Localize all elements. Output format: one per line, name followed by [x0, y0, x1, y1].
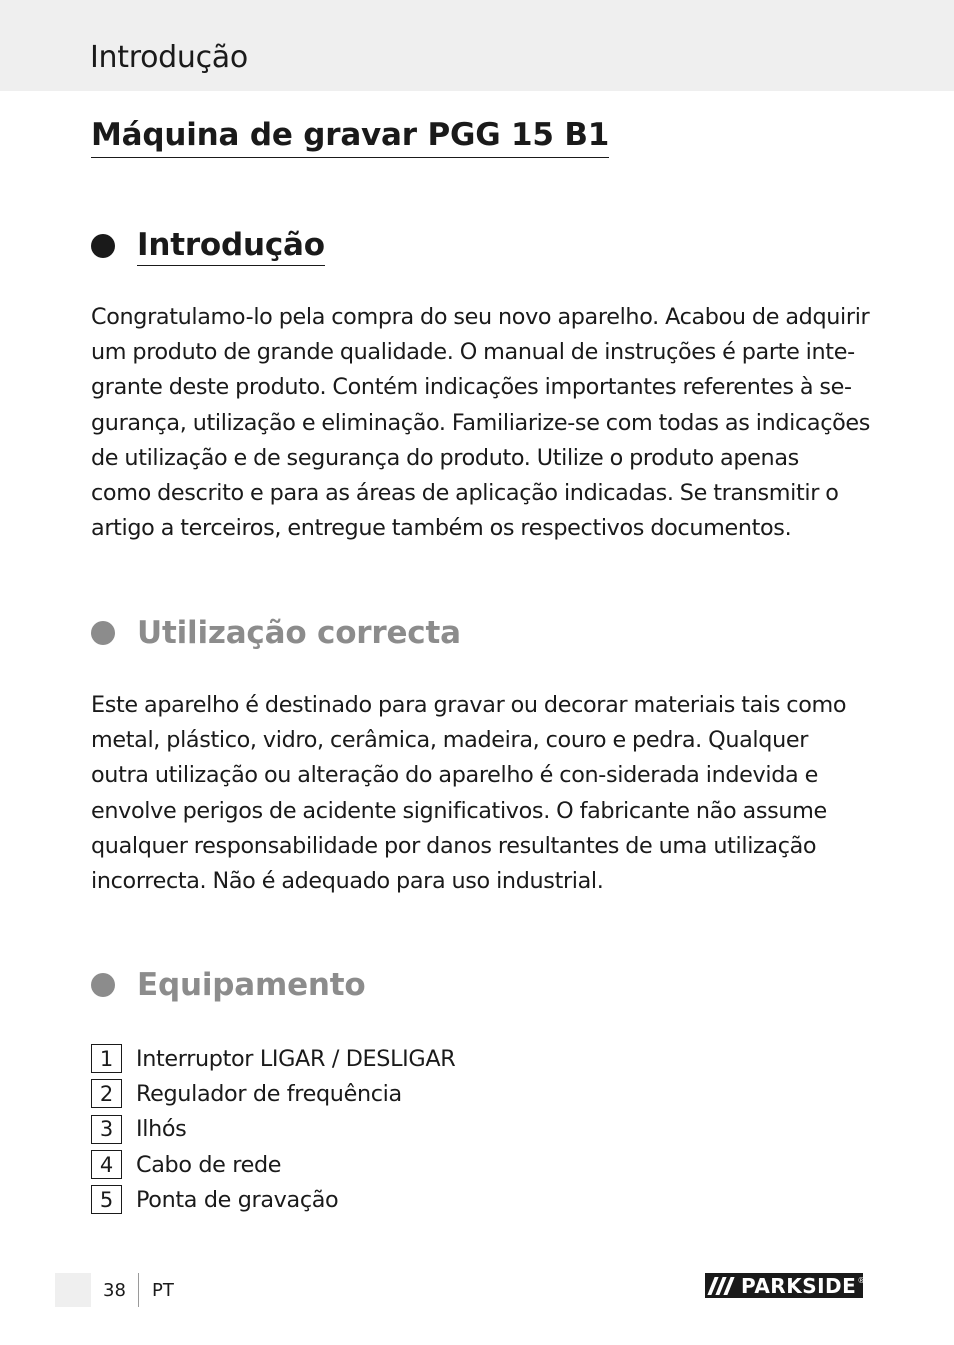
page-header-title: Introdução [90, 40, 248, 75]
section-heading-utilizacao [91, 611, 461, 655]
text-line: outra utilização ou alteração do aparelho é con-siderada indevida e [91, 762, 818, 789]
footer-tab-box [55, 1273, 91, 1307]
usage-paragraph [91, 688, 881, 899]
footer-divider [138, 1273, 139, 1307]
filled-circle-bullet-icon [91, 234, 115, 258]
text-line: de utilização e de segurança do produto. Utilize o produto apenas [91, 444, 799, 471]
equipment-label: Ponta de gravação [136, 1186, 339, 1213]
text-line: artigo a terceiros, entregue também os respectivos documentos. [91, 515, 792, 542]
language-code: PT [152, 1280, 174, 1301]
equipment-item [91, 1112, 455, 1147]
slash-stripes-icon [711, 1277, 735, 1295]
text-line: Congratulamo-lo pela compra do seu novo aparelho. Acabou de adquirir [91, 304, 870, 330]
grey-circle-bullet-icon [91, 621, 115, 645]
section-title: Utilização correcta [137, 615, 461, 651]
brand-name: PARKSIDE [741, 1273, 857, 1298]
equipment-label: Ilhós [136, 1116, 187, 1143]
equipment-number-box: 1 [91, 1044, 122, 1073]
text-line: gurança, utilização e eliminação. Familiarize-se com todas as indicações [91, 409, 871, 436]
equipment-item [91, 1182, 455, 1217]
equipment-item [91, 1147, 455, 1182]
equipment-label: Regulador de frequência [136, 1080, 402, 1107]
parkside-logo [705, 1273, 866, 1298]
text-line: Este aparelho é destinado para gravar ou decorar materiais tais como [91, 692, 847, 718]
equipment-label: Cabo de rede [136, 1151, 282, 1178]
text-line: metal, plástico, vidro, cerâmica, madeira, couro e pedra. Qualquer [91, 727, 809, 754]
intro-paragraph [91, 300, 881, 546]
section-heading-introducao [91, 224, 325, 268]
equipment-list [91, 1041, 455, 1217]
equipment-item [91, 1076, 455, 1111]
equipment-number-box: 2 [91, 1079, 122, 1108]
equipment-label: Interruptor LIGAR / DESLIGAR [136, 1045, 456, 1072]
section-title: Equipamento [137, 967, 366, 1003]
equipment-number-box: 3 [91, 1115, 122, 1144]
text-line: um produto de grande qualidade. O manual de instruções é parte inte- [91, 339, 855, 366]
grey-circle-bullet-icon [91, 973, 115, 997]
text-line: como descrito e para as áreas de aplicação indicadas. Se transmitir o [91, 480, 839, 507]
equipment-number-box: 5 [91, 1185, 122, 1214]
equipment-item [91, 1041, 455, 1076]
text-line: incorrecta. Não é adequado para uso industrial. [91, 868, 604, 895]
text-line: qualquer responsabilidade por danos resultantes de uma utilização [91, 832, 817, 859]
section-heading-equipamento [91, 963, 365, 1007]
section-title: Introdução [137, 227, 325, 266]
text-line: grante deste produto. Contém indicações importantes referentes à se- [91, 374, 852, 401]
registered-mark: ® [857, 1276, 866, 1285]
page-number: 38 [103, 1280, 126, 1301]
text-line: envolve perigos de acidente significativos. O fabricante não assume [91, 797, 827, 824]
product-title: Máquina de gravar PGG 15 B1 [91, 117, 609, 158]
equipment-number-box: 4 [91, 1150, 122, 1179]
